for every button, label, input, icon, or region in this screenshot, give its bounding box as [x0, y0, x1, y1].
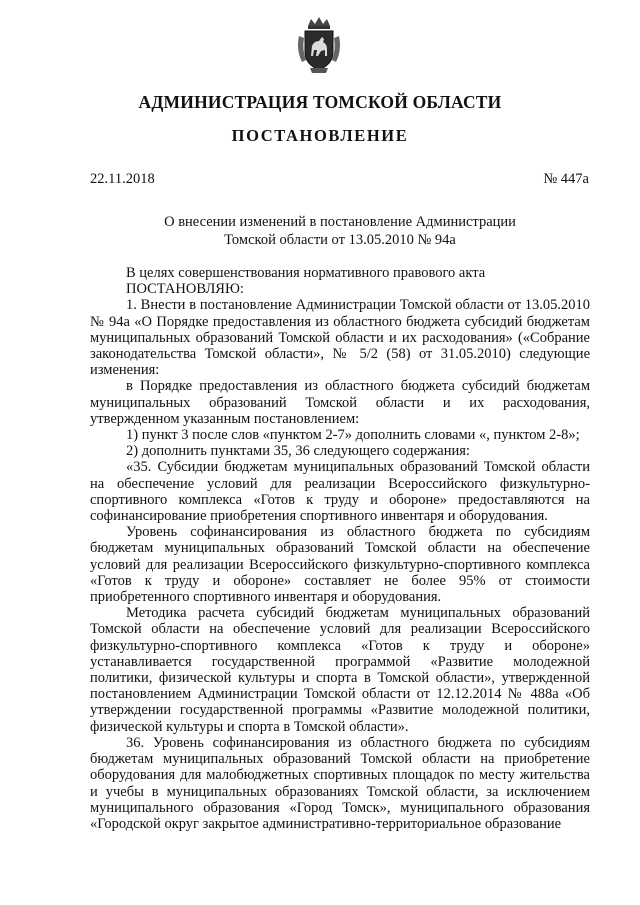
organization-title: АДМИНИСТРАЦИЯ ТОМСКОЙ ОБЛАСТИ — [138, 92, 502, 112]
document-date: 22.11.2018 — [90, 171, 155, 187]
body-paragraph: 1. Внести в постановление Администрации Томской области от 13.05.2010 № 94а «О Порядке предоставления из областного бюджета субсидий бюджетам муниципальных образований Томской области и их расходования» («Собрание законодательства Томской области», № 5/2 (58) от 31.05.2010) следующие изменения: — [90, 297, 590, 379]
document-subject — [90, 213, 590, 249]
document-body — [90, 265, 590, 832]
body-paragraph: ПОСТАНОВЛЯЮ: — [126, 281, 244, 298]
body-paragraph: В целях совершенствования нормативного правового акта — [126, 265, 486, 281]
body-paragraph: 2) дополнить пунктами 35, 36 следующего содержания: — [126, 443, 470, 460]
body-paragraph: Методика расчета субсидий бюджетам муниципальных образований Томской области на обеспечение условий для реализации Всероссийского физкультурно-спортивного комплекса «Готов к труду и обороне» устанавливается государственной программой «Развитие молодежной политики, физической культуры и спорта в Томской области», утвержденной постановлением Администрации Томской области от 12.12.2014 № 488а «Об утверждении государственной программы «Развитие молодежной политики, физической культуры и спорта в Томской области». — [90, 605, 590, 735]
document-number: № 447а — [543, 171, 589, 187]
body-paragraph: «35. Субсидии бюджетам муниципальных образований Томской области на обеспечение условий для реализации Всероссийского физкультурно-спортивного комплекса «Готов к труду и обороне» предоставляются на софинансирование приобретения спортивного инвентаря и оборудования. — [90, 459, 590, 525]
document-type: ПОСТАНОВЛЕНИЕ — [231, 126, 409, 145]
subject-line: Томской области от 13.05.2010 № 94а — [224, 232, 456, 248]
subject-line: О внесении изменений в постановление Администрации — [164, 214, 516, 230]
body-paragraph: 36. Уровень софинансирования из областного бюджета по субсидиям бюджетам муниципальных образований Томской области на приобретение оборудования для малобюджетных спортивных площадок по месту жительства и учебы в муниципальных образованиях Томской области, за исключением муниципального образования «Город Томск», муниципального образования «Городской округ закрытое административно-территориальное образование — [90, 734, 590, 832]
tomsk-oblast-coat-of-arms-icon — [296, 16, 342, 74]
body-paragraph: 1) пункт 3 после слов «пунктом 2-7» дополнить словами «, пунктом 2-8»; — [126, 427, 580, 444]
body-paragraph: Уровень софинансирования из областного бюджета по субсидиям бюджетам муниципальных образований Томской области на обеспечение условий для реализации Всероссийского физкультурно-спортивного комплекса «Готов к труду и обороне» составляет не более 95% от стоимости приобретенного спортивного инвентаря и оборудования. — [90, 524, 590, 606]
body-paragraph: в Порядке предоставления из областного бюджета субсидий бюджетам муниципальных образований Томской области и их расходования, утвержденном указанным постановлением: — [90, 378, 590, 427]
